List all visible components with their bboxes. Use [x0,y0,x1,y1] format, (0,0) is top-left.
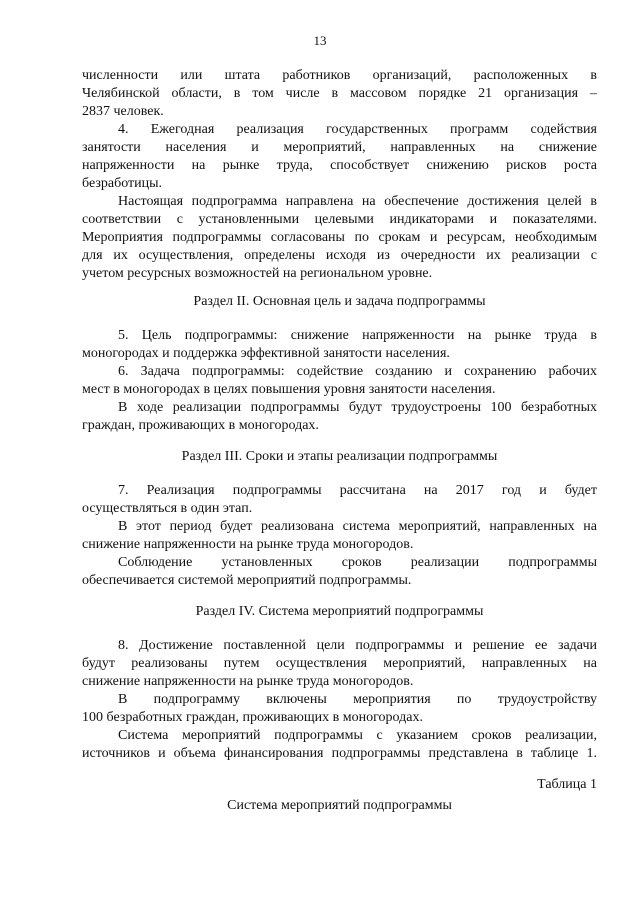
table-title: Система мероприятий подпрограммы [227,798,452,813]
text-line: снижение напряженности на рынке труда моногородов. [82,537,414,552]
page-number: 13 [313,33,327,48]
text-line: Соблюдение установленных сроков реализации подпрограммы [118,555,597,570]
text-line: 8. Достижение поставленной цели подпрограммы и решение ее задачи [118,638,597,653]
text-line: 2837 человек. [82,104,164,119]
text-line: В ходе реализации подпрограммы будут трудоустроены 100 безработных [118,400,597,415]
text-line: источников и объема финансирования подпрограммы представлена в таблице 1. [82,746,597,761]
text-line: соответствии с установленными целевыми индикаторами и показателями. [82,212,597,227]
table-label: Таблица 1 [537,777,597,792]
section-heading: Раздел III. Сроки и этапы реализации подпрограммы [181,449,498,464]
text-line: осуществляться в один этап. [82,501,253,516]
section-heading: Раздел II. Основная цель и задача подпрограммы [193,294,486,309]
text-line: занятости населения и мероприятий, направленных на снижение [82,140,597,155]
text-line: 5. Цель подпрограммы: снижение напряженности на рынке труда в [118,328,597,343]
text-line: граждан, проживающих в моногородах. [82,418,319,433]
text-line: Настоящая подпрограмма направлена на обеспечение достижения целей в [118,194,597,209]
text-line: 7. Реализация подпрограммы рассчитана на 2017 год и будет [118,483,597,498]
text-line: Челябинской области, в том числе в массовом порядке 21 организация – [82,86,597,101]
text-line: моногородах и поддержка эффективной занятости населения. [82,346,450,361]
text-line: Система мероприятий подпрограммы с указанием сроков реализации, [118,728,597,743]
text-line: В подпрограмму включены мероприятия по трудоустройству [118,692,597,707]
text-line: 100 безработных граждан, проживающих в моногородах. [82,710,423,725]
text-line: обеспечивается системой мероприятий подпрограммы. [82,573,412,588]
text-line: учетом ресурсных возможностей на региональном уровне. [82,266,433,281]
text-line: снижение напряженности на рынке труда моногородов. [82,674,414,689]
text-line: численности или штата работников организаций, расположенных в [82,68,597,83]
text-line: 6. Задача подпрограммы: содействие созданию и сохранению рабочих [118,364,597,379]
text-line: для их осуществления, определены исходя из очередности их реализации с [82,248,597,263]
text-line: В этот период будет реализована система мероприятий, направленных на [118,519,597,534]
text-line: будут реализованы путем осуществления мероприятий, направленных на [82,656,597,671]
text-line: напряженности на рынке труда, способствует снижению рисков роста [82,158,597,173]
text-line: 4. Ежегодная реализация государственных программ содействия [118,122,597,137]
text-line: Мероприятия подпрограммы согласованы по срокам и ресурсам, необходимым [82,230,597,245]
text-line: безработицы. [82,176,163,191]
section-heading: Раздел IV. Система мероприятий подпрограммы [195,604,484,619]
text-line: мест в моногородах в целях повышения уровня занятости населения. [82,382,496,397]
